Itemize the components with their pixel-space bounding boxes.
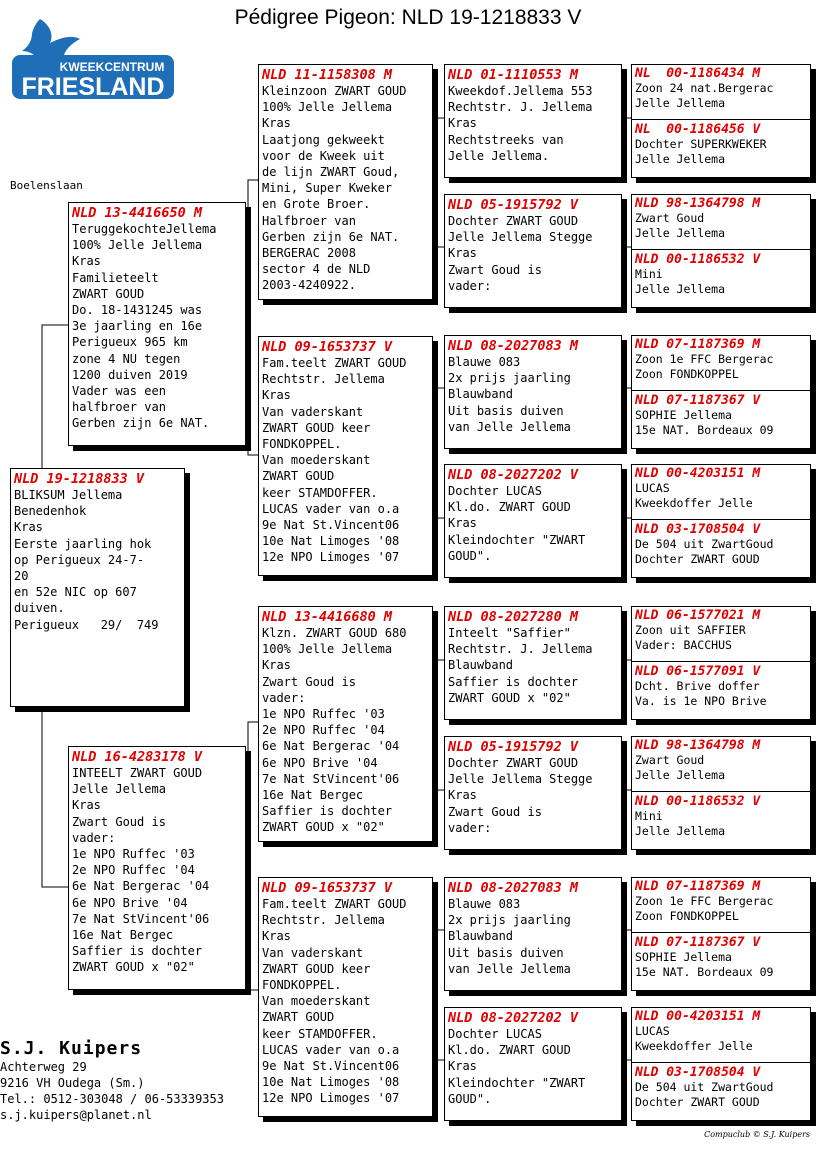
pedigree-note-line: Zoon 1e FFC Bergerac bbox=[635, 352, 774, 366]
pedigree-note-line: Mini, Super Kweker bbox=[262, 181, 393, 196]
ring-number: NLD 11-1158308 M bbox=[262, 67, 393, 83]
pedigree-note-line: 2e NPO Ruffec '04 bbox=[262, 723, 385, 738]
pedigree-note-line: LUCAS bbox=[635, 1024, 670, 1038]
pedigree-note-line: Dochter SUPERKWEKER bbox=[635, 137, 767, 151]
ring-number: NLD 13-4416650 M bbox=[72, 205, 203, 221]
pair-divider bbox=[632, 390, 810, 391]
gen4-pair-frame bbox=[631, 1007, 811, 1121]
pedigree-note-line: 16e Nat Bergec bbox=[72, 928, 174, 943]
pedigree-note-line: Benedenhok bbox=[14, 504, 87, 519]
pedigree-note-line: Kras bbox=[448, 116, 477, 131]
pedigree-note-line: Uit basis duiven bbox=[448, 403, 564, 418]
pedigree-note-line: 2x prijs jaarling bbox=[448, 371, 571, 386]
gen4-pair-frame bbox=[631, 877, 811, 991]
owner-name: S.J. Kuipers bbox=[0, 1038, 143, 1059]
ring-number: NLD 00-1186532 V bbox=[635, 794, 761, 809]
ring-number: NL 00-1186456 V bbox=[635, 122, 761, 137]
pedigree-note-line: ZWART GOUD x "02" bbox=[72, 960, 195, 975]
ring-number: NLD 08-2027083 M bbox=[448, 880, 579, 896]
ring-number: NLD 05-1915792 V bbox=[448, 197, 579, 213]
pedigree-note-line: 10e Nat Limoges '08 bbox=[262, 534, 400, 549]
ring-number: NLD 09-1653737 V bbox=[262, 880, 393, 896]
grandparent-card bbox=[258, 64, 433, 300]
pair-divider bbox=[632, 791, 810, 792]
mother-card bbox=[68, 746, 246, 990]
pedigree-note-line: Rechtstr. Jellema bbox=[262, 913, 385, 928]
pedigree-note-line: Dochter ZWART GOUD bbox=[448, 756, 579, 770]
pedigree-note-line: Kras bbox=[72, 798, 101, 813]
pedigree-note-line: Vader was een bbox=[72, 384, 166, 399]
gen4-card bbox=[632, 607, 810, 661]
pedigree-note-line: Saffier is dochter bbox=[72, 944, 203, 959]
pedigree-note-line: keer STAMDOFFER. bbox=[262, 485, 378, 500]
gen4-card bbox=[632, 465, 810, 519]
pedigree-note-line: Uit basis duiven bbox=[448, 945, 564, 960]
ring-number: NLD 06-1577091 V bbox=[635, 664, 761, 679]
pedigree-note-line: ZWART GOUD bbox=[262, 1010, 335, 1025]
pedigree-note-line: 6e NPO Brive '04 bbox=[72, 895, 188, 910]
pedigree-note-line: Fam.teelt ZWART GOUD bbox=[262, 897, 407, 911]
pedigree-note-line: Perigueux 29/ 749 bbox=[14, 617, 159, 632]
pedigree-note-line: Van vaderskant bbox=[262, 945, 364, 960]
pedigree-note-line: Mini bbox=[635, 809, 663, 823]
owner-email: s.j.kuipers@planet.nl bbox=[0, 1108, 152, 1122]
pedigree-note-line: LUCAS vader van o.a bbox=[262, 501, 400, 516]
gen4-pair-frame bbox=[631, 64, 811, 178]
logo-line1: KWEEKCENTRUM bbox=[59, 60, 165, 74]
pedigree-note-line: zone 4 NU tegen bbox=[72, 351, 181, 366]
gen4-card bbox=[632, 392, 810, 448]
pedigree-note-line: Saffier is dochter bbox=[448, 674, 579, 689]
ring-number: NLD 13-4416680 M bbox=[262, 609, 393, 625]
pedigree-note-line: Eerste jaarling hok bbox=[14, 536, 152, 551]
pedigree-note-line: 20 bbox=[14, 569, 29, 584]
pedigree-note-line: 1e NPO Ruffec '03 bbox=[262, 707, 385, 722]
pedigree-note-line: Zoon FONDKOPPEL bbox=[635, 366, 739, 381]
pedigree-note-line: 16e Nat Bergec bbox=[262, 788, 364, 803]
pedigree-note-line: Jelle Jellema bbox=[635, 767, 726, 782]
gen4-card bbox=[632, 663, 810, 719]
pedigree-note-line: Laatjong gekweekt bbox=[262, 132, 385, 147]
pair-divider bbox=[632, 661, 810, 662]
pedigree-note-line: vader: bbox=[448, 820, 492, 835]
pedigree-note-line: Mini bbox=[635, 267, 663, 281]
pedigree-note-line: BLIKSUM Jellema bbox=[14, 488, 123, 502]
pedigree-note-line: Kl.do. ZWART GOUD bbox=[448, 1043, 571, 1058]
pedigree-note-line: vader: bbox=[262, 690, 306, 705]
gen4-card bbox=[632, 1064, 810, 1120]
pedigree-note-line: BERGERAC 2008 bbox=[262, 246, 356, 261]
pedigree-note-line: Jelle Jellema bbox=[72, 782, 166, 797]
pedigree-note-line: Kras bbox=[14, 520, 43, 535]
pedigree-note-line: LUCAS vader van o.a bbox=[262, 1042, 400, 1057]
pedigree-note-line: 12e NPO Limoges '07 bbox=[262, 550, 400, 565]
pair-divider bbox=[632, 249, 810, 250]
pedigree-note-line: 100% Jelle Jellema bbox=[262, 642, 393, 657]
ring-number: NLD 19-1218833 V bbox=[14, 471, 145, 487]
ring-number: NLD 05-1915792 V bbox=[448, 739, 579, 755]
great-grandparent-card bbox=[444, 194, 622, 308]
great-grandparent-card bbox=[444, 64, 622, 178]
gen4-pair-frame bbox=[631, 194, 811, 308]
pedigree-note-line: duiven. bbox=[14, 601, 65, 616]
pedigree-note-line: 10e Nat Limoges '08 bbox=[262, 1075, 400, 1090]
pedigree-note-line: Kras bbox=[262, 388, 291, 403]
pedigree-note-line: ZWART GOUD x "02" bbox=[448, 690, 571, 705]
pedigree-note-line: Kleindochter "ZWART bbox=[448, 532, 586, 547]
owner-contact bbox=[0, 1038, 224, 1123]
ring-number: NLD 16-4283178 V bbox=[72, 749, 203, 765]
pedigree-note-line: INTEELT ZWART GOUD bbox=[72, 766, 203, 780]
great-grandparent-card bbox=[444, 877, 622, 991]
pedigree-note-line: ZWART GOUD bbox=[72, 286, 145, 301]
gen4-card bbox=[632, 65, 810, 119]
great-grandparent-card bbox=[444, 606, 622, 720]
pedigree-note-line: Jelle Jellema bbox=[635, 151, 726, 166]
pedigree-note-line: Kras bbox=[448, 1059, 477, 1074]
pedigree-note-line: Gerben zijn 6e NAT. bbox=[262, 229, 400, 244]
pedigree-note-line: de lijn ZWART Goud, bbox=[262, 165, 400, 180]
pedigree-note-line: 1e NPO Ruffec '03 bbox=[72, 847, 195, 862]
pedigree-note-line: ZWART GOUD bbox=[262, 469, 335, 484]
pedigree-note-line: 2x prijs jaarling bbox=[448, 913, 571, 928]
pedigree-note-line: Zoon 24 nat.Bergerac bbox=[635, 81, 774, 95]
pedigree-note-line: Kleinzoon ZWART GOUD bbox=[262, 84, 407, 98]
gen4-card bbox=[632, 934, 810, 990]
grandparent-card bbox=[258, 336, 433, 576]
ring-number: NLD 09-1653737 V bbox=[262, 339, 393, 355]
pedigree-note-line: Kras bbox=[262, 658, 291, 673]
gen4-card bbox=[632, 878, 810, 932]
ring-number: NLD 03-1708504 V bbox=[635, 522, 761, 537]
grandparent-card bbox=[258, 877, 433, 1117]
grandparent-card bbox=[258, 606, 433, 842]
pedigree-note-line: Blauwband bbox=[448, 387, 514, 402]
pedigree-note-line: Jelle Jellema Stegge bbox=[448, 772, 593, 787]
credit-text: Compuclub © S.J. Kuipers bbox=[704, 1130, 810, 1139]
pedigree-note-line: Inteelt "Saffier" bbox=[448, 626, 571, 640]
gen4-card bbox=[632, 1008, 810, 1062]
pedigree-note-line: 6e NPO Brive '04 bbox=[262, 755, 378, 770]
gen4-card bbox=[632, 521, 810, 577]
pedigree-note-line: halfbroer van bbox=[72, 400, 166, 415]
pedigree-note-line: Klzn. ZWART GOUD 680 bbox=[262, 626, 407, 640]
owner-city: 9216 VH Oudega (Sm.) bbox=[0, 1076, 145, 1090]
pedigree-note-line: De 504 uit ZwartGoud bbox=[635, 537, 774, 551]
pedigree-note-line: Van moederskant bbox=[262, 453, 371, 468]
pedigree-note-line: Halfbroer van bbox=[262, 213, 356, 228]
pedigree-note-line: 6e Nat Bergerac '04 bbox=[72, 879, 210, 894]
gen4-pair-frame bbox=[631, 606, 811, 720]
pedigree-note-line: Zoon uit SAFFIER bbox=[635, 623, 746, 637]
pedigree-note-line: Zwart Goud is bbox=[448, 804, 542, 819]
pedigree-note-line: Dochter ZWART GOUD bbox=[635, 551, 760, 566]
pedigree-note-line: SOPHIE Jellema bbox=[635, 950, 732, 964]
loft-name: Boelenslaan bbox=[10, 179, 83, 192]
pedigree-note-line: Kras bbox=[72, 254, 101, 269]
gen4-pair-frame bbox=[631, 736, 811, 850]
ring-number: NLD 07-1187367 V bbox=[635, 935, 761, 950]
pedigree-note-line: Zwart Goud bbox=[635, 211, 705, 225]
gen4-pair-frame bbox=[631, 464, 811, 578]
ring-number: NLD 08-2027202 V bbox=[448, 1010, 579, 1026]
pedigree-note-line: Va. is 1e NPO Brive bbox=[635, 693, 767, 708]
pedigree-note-line: Rechtstr. Jellema bbox=[262, 372, 385, 387]
pedigree-note-line: keer STAMDOFFER. bbox=[262, 1026, 378, 1041]
pedigree-note-line: Blauwband bbox=[448, 658, 514, 673]
ring-number: NL 00-1186434 M bbox=[635, 66, 761, 81]
ring-number: NLD 03-1708504 V bbox=[635, 1065, 761, 1080]
pedigree-note-line: 1200 duiven 2019 bbox=[72, 367, 188, 382]
ring-number: NLD 00-4203151 M bbox=[635, 466, 761, 481]
great-grandparent-card bbox=[444, 464, 622, 578]
page-title: Pédigree Pigeon: NLD 19-1218833 V bbox=[234, 6, 582, 29]
pedigree-note-line: Kras bbox=[448, 516, 477, 531]
pedigree-note-line: Gerben zijn 6e NAT. bbox=[72, 416, 210, 431]
owner-phone: Tel.: 0512-303048 / 06-53339353 bbox=[0, 1092, 224, 1106]
pedigree-note-line: Blauwe 083 bbox=[448, 355, 521, 369]
gen4-card bbox=[632, 793, 810, 849]
pedigree-note-line: Blauwe 083 bbox=[448, 897, 521, 911]
pedigree-note-line: Jelle Jellema Stegge bbox=[448, 230, 593, 245]
pedigree-note-line: TeruggekochteJellema bbox=[72, 222, 217, 236]
pedigree-note-line: Jelle Jellema bbox=[635, 281, 726, 296]
pedigree-note-line: Kweekdoffer Jelle bbox=[635, 1038, 753, 1053]
ring-number: NLD 07-1187369 M bbox=[635, 337, 761, 352]
pedigree-note-line: Zwart Goud is bbox=[262, 674, 356, 689]
pedigree-note-line: vader: bbox=[72, 830, 116, 845]
pedigree-note-line: van Jelle Jellema bbox=[448, 961, 571, 976]
pedigree-note-line: Kras bbox=[262, 116, 291, 131]
pair-divider bbox=[632, 1062, 810, 1063]
pedigree-note-line: 2e NPO Ruffec '04 bbox=[72, 863, 195, 878]
pedigree-note-line: voor de Kweek uit bbox=[262, 148, 385, 163]
pedigree-note-line: Kras bbox=[448, 788, 477, 803]
pedigree-note-line: en 52e NIC op 607 bbox=[14, 585, 137, 600]
pedigree-note-line: Zwart Goud bbox=[635, 753, 705, 767]
pedigree-note-line: Rechtstr. J. Jellema bbox=[448, 100, 593, 115]
great-grandparent-card bbox=[444, 1007, 622, 1121]
pedigree-note-line: Dochter ZWART GOUD bbox=[635, 1094, 760, 1109]
pedigree-note-line: 12e NPO Limoges '07 bbox=[262, 1091, 400, 1106]
pedigree-note-line: LUCAS bbox=[635, 481, 670, 495]
pedigree-note-line: 2003-4240922. bbox=[262, 278, 356, 293]
pedigree-note-line: Blauwband bbox=[448, 929, 514, 944]
pedigree-note-line: Kweekdoffer Jelle bbox=[635, 495, 753, 510]
pedigree-note-line: Do. 18-1431245 was bbox=[72, 303, 203, 318]
pedigree-note-line: Jelle Jellema bbox=[635, 225, 726, 240]
pair-divider bbox=[632, 519, 810, 520]
pedigree-note-line: 9e Nat St.Vincent06 bbox=[262, 1059, 400, 1074]
pedigree-note-line: 7e Nat StVincent'06 bbox=[72, 911, 210, 926]
pedigree-note-line: De 504 uit ZwartGoud bbox=[635, 1080, 774, 1094]
pedigree-note-line: Zoon 1e FFC Bergerac bbox=[635, 894, 774, 908]
pedigree-note-line: Rechtstr. J. Jellema bbox=[448, 642, 593, 657]
pedigree-note-line: Kras bbox=[262, 929, 291, 944]
pedigree-note-line: ZWART GOUD keer bbox=[262, 961, 371, 976]
pedigree-note-line: 100% Jelle Jellema bbox=[72, 238, 203, 253]
pedigree-note-line: Saffier is dochter bbox=[262, 804, 393, 819]
pedigree-note-line: Dcht. Brive doffer bbox=[635, 679, 760, 693]
subject-pigeon-card bbox=[10, 468, 185, 707]
pedigree-note-line: SOPHIE Jellema bbox=[635, 408, 732, 422]
pedigree-note-line: sector 4 de NLD bbox=[262, 262, 371, 277]
father-card bbox=[68, 202, 246, 446]
pedigree-note-line: Zwart Goud is bbox=[448, 262, 542, 277]
pedigree-note-line: 6e Nat Bergerac '04 bbox=[262, 739, 400, 754]
logo-line2: FRIESLAND bbox=[21, 73, 165, 101]
gen4-card bbox=[632, 195, 810, 249]
pedigree-note-line: Familieteelt bbox=[72, 270, 159, 285]
ring-number: NLD 01-1110553 M bbox=[448, 67, 579, 83]
pedigree-note-line: Kl.do. ZWART GOUD bbox=[448, 500, 571, 515]
pedigree-note-line: ZWART GOUD x "02" bbox=[262, 820, 385, 835]
pedigree-note-line: Dochter LUCAS bbox=[448, 1027, 542, 1041]
pedigree-note-line: Jelle Jellema bbox=[635, 95, 726, 110]
pedigree-note-line: 100% Jelle Jellema bbox=[262, 100, 393, 115]
pedigree-note-line: op Perigueux 24-7- bbox=[14, 552, 145, 567]
pedigree-note-line: 3e jaarling en 16e bbox=[72, 319, 203, 334]
pedigree-note-line: Jelle Jellema. bbox=[448, 148, 550, 163]
ring-number: NLD 98-1364798 M bbox=[635, 196, 761, 211]
gen4-card bbox=[632, 737, 810, 791]
pedigree-note-line: Van vaderskant bbox=[262, 404, 364, 419]
owner-address: Achterweg 29 bbox=[0, 1060, 87, 1074]
pedigree-note-line: FONDKOPPEL. bbox=[262, 437, 342, 452]
gen4-card bbox=[632, 121, 810, 177]
pedigree-note-line: Dochter LUCAS bbox=[448, 484, 542, 498]
great-grandparent-card bbox=[444, 335, 622, 449]
pedigree-note-line: 9e Nat St.Vincent06 bbox=[262, 518, 400, 533]
ring-number: NLD 08-2027202 V bbox=[448, 467, 579, 483]
pedigree-note-line: FONDKOPPEL. bbox=[262, 978, 342, 993]
ring-number: NLD 08-2027083 M bbox=[448, 338, 579, 354]
pedigree-note-line: GOUD". bbox=[448, 1091, 492, 1106]
pedigree-note-line: Van moederskant bbox=[262, 994, 371, 1009]
pedigree-note-line: van Jelle Jellema bbox=[448, 419, 571, 434]
ring-number: NLD 07-1187367 V bbox=[635, 393, 761, 408]
pedigree-note-line: Vader: BACCHUS bbox=[635, 637, 732, 652]
pedigree-note-line: GOUD". bbox=[448, 548, 492, 563]
ring-number: NLD 98-1364798 M bbox=[635, 738, 761, 753]
ring-number: NLD 08-2027280 M bbox=[448, 609, 579, 625]
pedigree-note-line: 15e NAT. Bordeaux 09 bbox=[635, 964, 774, 979]
pedigree-note-line: vader: bbox=[448, 278, 492, 293]
pair-divider bbox=[632, 932, 810, 933]
pedigree-note-line: 15e NAT. Bordeaux 09 bbox=[635, 422, 774, 437]
pedigree-note-line: Zoon FONDKOPPEL bbox=[635, 908, 739, 923]
gen4-pair-frame bbox=[631, 335, 811, 449]
pedigree-note-line: Jelle Jellema bbox=[635, 823, 726, 838]
pedigree-note-line: Dochter ZWART GOUD bbox=[448, 214, 579, 228]
ring-number: NLD 06-1577021 M bbox=[635, 608, 761, 623]
pedigree-note-line: Fam.teelt ZWART GOUD bbox=[262, 356, 407, 370]
pedigree-note-line: Zwart Goud is bbox=[72, 814, 166, 829]
pedigree-note-line: Kleindochter "ZWART bbox=[448, 1075, 586, 1090]
pedigree-note-line: Kweekdof.Jellema 553 bbox=[448, 84, 593, 98]
pedigree-note-line: 7e Nat StVincent'06 bbox=[262, 771, 400, 786]
pedigree-note-line: Kras bbox=[448, 246, 477, 261]
gen4-card bbox=[632, 336, 810, 390]
ring-number: NLD 07-1187369 M bbox=[635, 879, 761, 894]
great-grandparent-card bbox=[444, 736, 622, 850]
pedigree-note-line: en Grote Broer. bbox=[262, 197, 371, 212]
ring-number: NLD 00-1186532 V bbox=[635, 252, 761, 267]
ring-number: NLD 00-4203151 M bbox=[635, 1009, 761, 1024]
pedigree-note-line: Perigueux 965 km bbox=[72, 335, 188, 350]
pair-divider bbox=[632, 119, 810, 120]
pedigree-note-line: ZWART GOUD keer bbox=[262, 420, 371, 435]
gen4-card bbox=[632, 251, 810, 307]
pedigree-note-line: Rechtstreeks van bbox=[448, 132, 564, 147]
